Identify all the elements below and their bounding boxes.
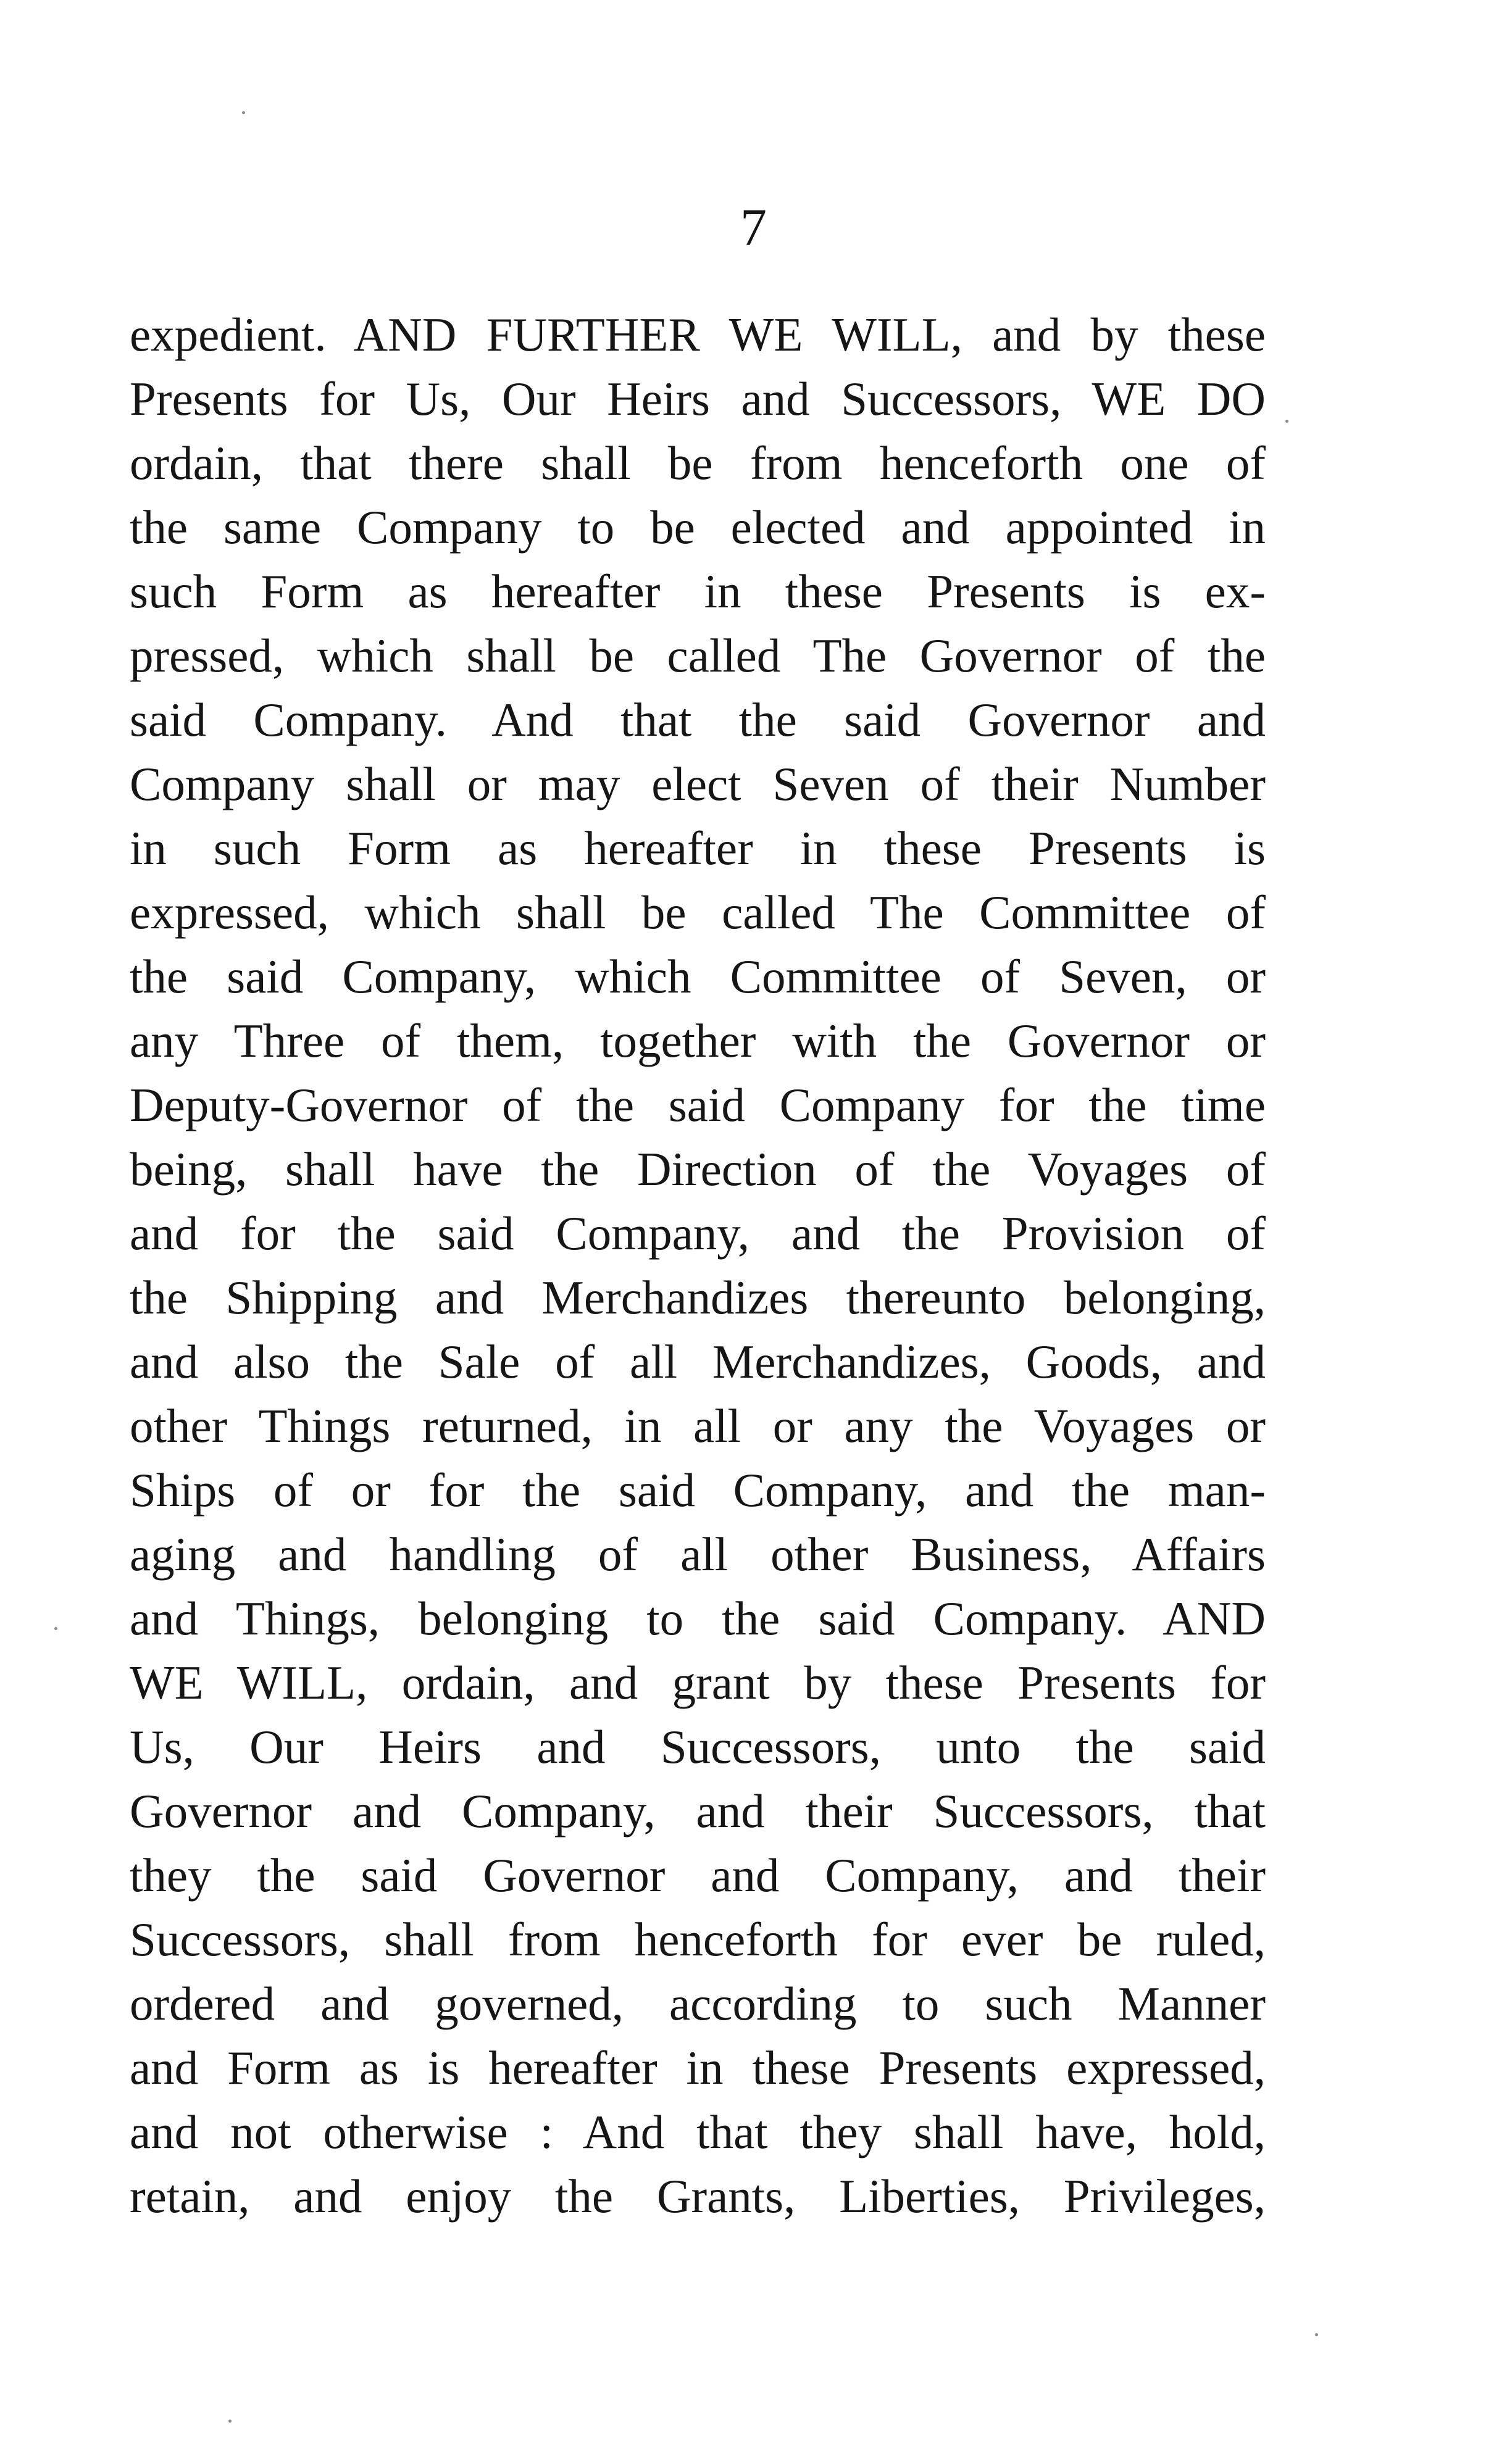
text-line: Deputy-Governor of the said Company for the time <box>130 1078 1266 1131</box>
text-line: WE WILL, ordain, and grant by these Presents for <box>130 1656 1266 1709</box>
scan-speck <box>228 2420 232 2423</box>
text-line: being, shall have the Direction of the Voyages of <box>130 1143 1266 1196</box>
text-line: retain, and enjoy the Grants, Liberties, Privileges, <box>130 2170 1266 2223</box>
text-line: such Form as hereafter in these Presents is ex- <box>130 565 1266 618</box>
text-line: they the said Governor and Company, and their <box>130 1849 1266 1902</box>
text-line: expedient. AND FURTHER WE WILL, and by these <box>130 308 1266 361</box>
text-line: and also the Sale of all Merchandizes, Goods, and <box>130 1335 1266 1388</box>
text-line: pressed, which shall be called The Governor of the <box>130 629 1266 682</box>
text-line: Us, Our Heirs and Successors, unto the said <box>130 1720 1266 1773</box>
text-line: the said Company, which Committee of Seven, or <box>130 950 1266 1003</box>
text-line: Presents for Us, Our Heirs and Successors, WE DO <box>130 372 1266 425</box>
scan-speck <box>54 1627 57 1630</box>
text-line: aging and handling of all other Business, Affairs <box>130 1528 1266 1581</box>
text-line: Company shall or may elect Seven of their Number <box>130 757 1266 810</box>
text-line: ordain, that there shall be from henceforth one of <box>130 436 1266 489</box>
text-line: Governor and Company, and their Successors, that <box>130 1784 1266 1838</box>
scan-speck <box>242 111 245 114</box>
text-line: other Things returned, in all or any the Voyages or <box>130 1399 1266 1452</box>
body-text <box>130 302 1266 2228</box>
text-line: in such Form as hereafter in these Presents is <box>130 822 1266 875</box>
page-number: 7 <box>740 198 767 257</box>
scan-speck <box>1285 420 1288 423</box>
text-line: Ships of or for the said Company, and the man- <box>130 1463 1266 1517</box>
scan-speck <box>1315 2333 1318 2336</box>
text-line: and Form as is hereafter in these Presents expressed, <box>130 2041 1266 2094</box>
text-line: any Three of them, together with the Governor or <box>130 1014 1266 1067</box>
text-line: the Shipping and Merchandizes thereunto belonging, <box>130 1271 1266 1324</box>
text-line: expressed, which shall be called The Committee of <box>130 886 1266 939</box>
text-line: the same Company to be elected and appointed in <box>130 501 1266 554</box>
text-line: and not otherwise : And that they shall have, hold, <box>130 2105 1266 2158</box>
text-line: and for the said Company, and the Provision of <box>130 1207 1266 1260</box>
text-line: and Things, belonging to the said Company. AND <box>130 1592 1266 1645</box>
text-line: said Company. And that the said Governor and <box>130 693 1266 746</box>
text-line: ordered and governed, according to such Manner <box>130 1977 1266 2030</box>
text-line: Successors, shall from henceforth for ever be ruled, <box>130 1913 1266 1966</box>
